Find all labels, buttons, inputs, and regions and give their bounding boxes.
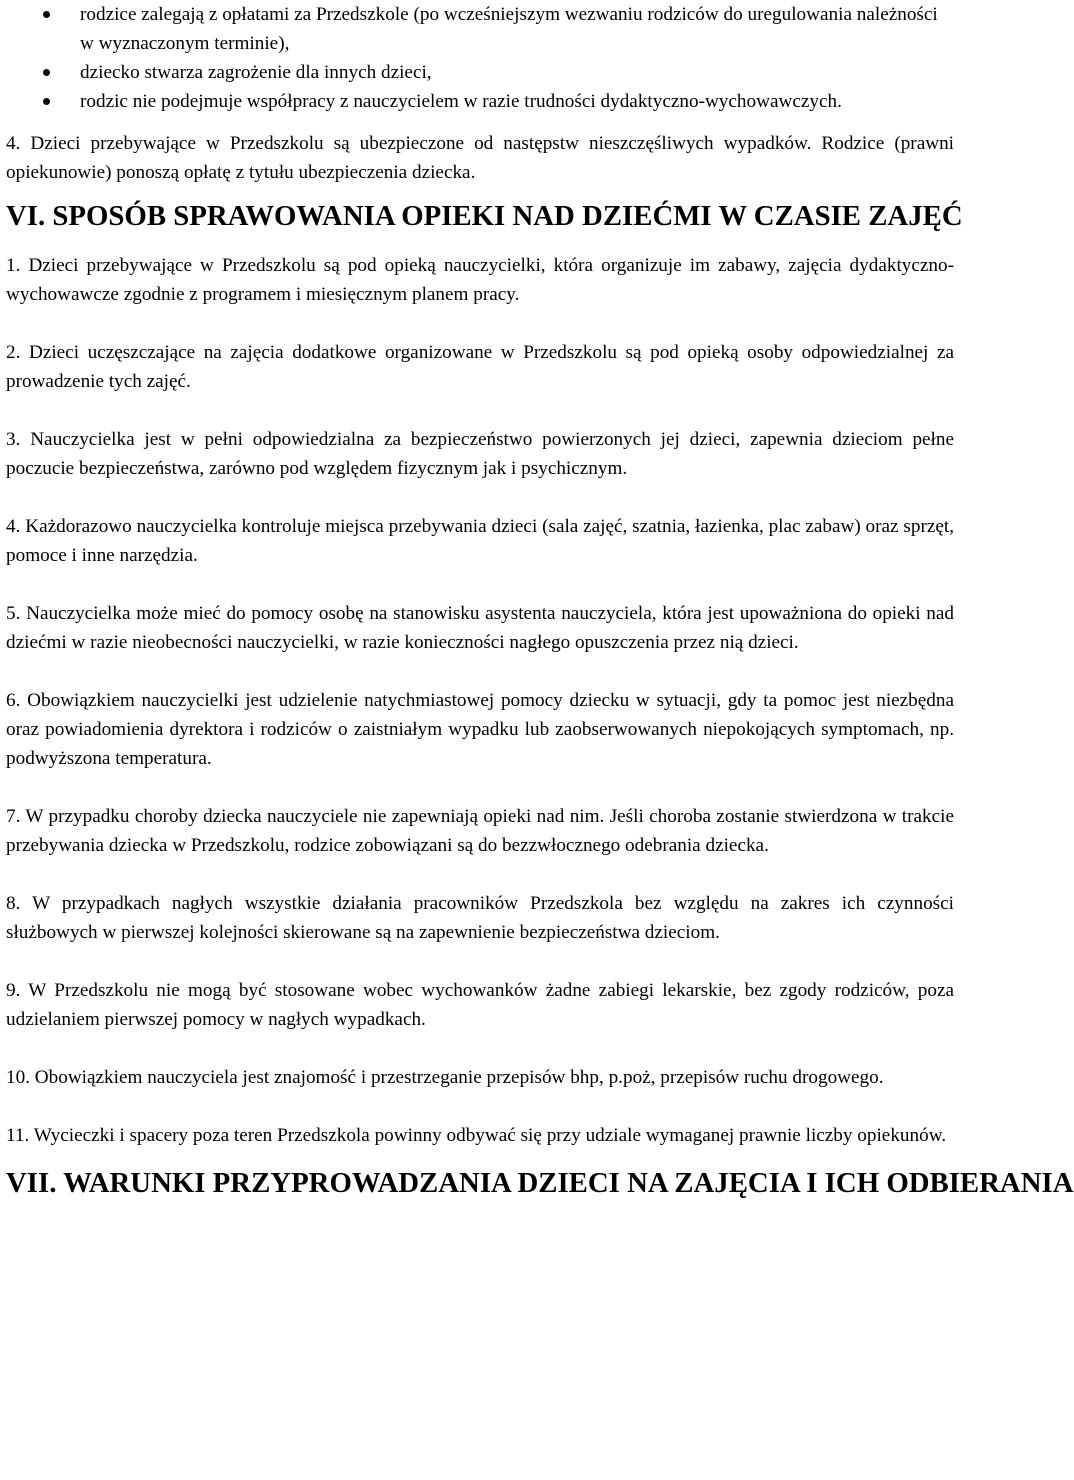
- section-heading-vi: VI. SPOSÓB SPRAWOWANIA OPIEKI NAD DZIEĆMI W CZASIE ZAJĘĆ: [6, 200, 963, 232]
- section-vi-item-11: 11. Wycieczki i spacery poza teren Przedszkola powinny odbywać się przy udziale wymaganej prawnie liczby opiekunów.: [6, 1125, 947, 1146]
- section-vi-item-7: 7. W przypadku choroby dziecka nauczyciele nie zapewniają opieki nad nim. Jeśli choroba zostanie stwierdzona w trakcie przebywania dziecka w Przedszkolu, rodzice zobowiązani są do bezzwłocznego odebrania dziecka.: [6, 806, 954, 856]
- section-vi-item-8: 8. W przypadkach nagłych wszystkie działania pracowników Przedszkola bez względu na zakres ich czynności służbowych w pierwszej kolejności skierowane są na zapewnienie bezpieczeństwa dzieciom.: [6, 893, 954, 943]
- bullet-dot-icon: [43, 11, 50, 18]
- bullet-text: dziecko stwarza zagrożenie dla innych dzieci,: [80, 62, 432, 83]
- bullet-item: [6, 58, 954, 87]
- section-vi-item-2: 2. Dzieci uczęszczające na zajęcia dodatkowe organizowane w Przedszkolu są pod opieką osoby odpowiedzialnej za prowadzenie tych zajęć.: [6, 342, 954, 392]
- bullet-item: [6, 87, 954, 116]
- section-heading-vii: VII. WARUNKI PRZYPROWADZANIA DZIECI NA ZAJĘCIA I ICH ODBIERANIA: [6, 1167, 1074, 1199]
- bullet-list: [6, 0, 954, 116]
- section-vi-items: [6, 251, 954, 1150]
- bullet-dot-icon: [43, 98, 50, 105]
- document-page: [6, 0, 1074, 1199]
- section-vi-item-5: 5. Nauczycielka może mieć do pomocy osobę na stanowisku asystenta nauczyciela, która jest upoważniona do opieki nad dziećmi w razie nieobecności nauczycielki, w razie konieczności nagłego opuszczenia przez nią dzieci.: [6, 603, 954, 653]
- section-vi-item-6: 6. Obowiązkiem nauczycielki jest udzielenie natychmiastowej pomocy dziecku w sytuacji, gdy ta pomoc jest niezbędna oraz powiadomienia dyrektora i rodziców o zaistniałym wypadku lub zaobserwowanych niepokojących symptomach, np. podwyższona temperatura.: [6, 690, 954, 769]
- section-vi-item-1: 1. Dzieci przebywające w Przedszkolu są pod opieką nauczycielki, która organizuje im zabawy, zajęcia dydaktyczno-wychowawcze zgodnie z programem i miesięcznym planem pracy.: [6, 255, 954, 305]
- intro-paragraph: 4. Dzieci przebywające w Przedszkolu są ubezpieczone od następstw nieszczęśliwych wypadków. Rodzice (prawni opiekunowie) ponoszą opłatę z tytułu ubezpieczenia dziecka.: [6, 133, 954, 183]
- section-vi-item-4: 4. Każdorazowo nauczycielka kontroluje miejsca przebywania dzieci (sala zajęć, szatnia, łazienka, plac zabaw) oraz sprzęt, pomoce i inne narzędzia.: [6, 516, 954, 566]
- section-vi-item-3: 3. Nauczycielka jest w pełni odpowiedzialna za bezpieczeństwo powierzonych jej dzieci, zapewnia dzieciom pełne poczucie bezpieczeństwa, zarówno pod względem fizycznym jak i psychicznym.: [6, 429, 954, 479]
- section-vi-item-10: 10. Obowiązkiem nauczyciela jest znajomość i przestrzeganie przepisów bhp, p.poż, przepisów ruchu drogowego.: [6, 1067, 884, 1088]
- section-vi-item-9: 9. W Przedszkolu nie mogą być stosowane wobec wychowanków żadne zabiegi lekarskie, bez zgody rodziców, poza udzielaniem pierwszej pomocy w nagłych wypadkach.: [6, 980, 954, 1030]
- bullet-text: rodzice zalegają z opłatami za Przedszkole (po wcześniejszym wezwaniu rodziców do uregulowania należności w wyznaczonym terminie),: [80, 4, 938, 54]
- bullet-text: rodzic nie podejmuje współpracy z nauczycielem w razie trudności dydaktyczno-wychowawczych.: [80, 91, 842, 112]
- bullet-dot-icon: [43, 69, 50, 76]
- bullet-item: [6, 0, 954, 58]
